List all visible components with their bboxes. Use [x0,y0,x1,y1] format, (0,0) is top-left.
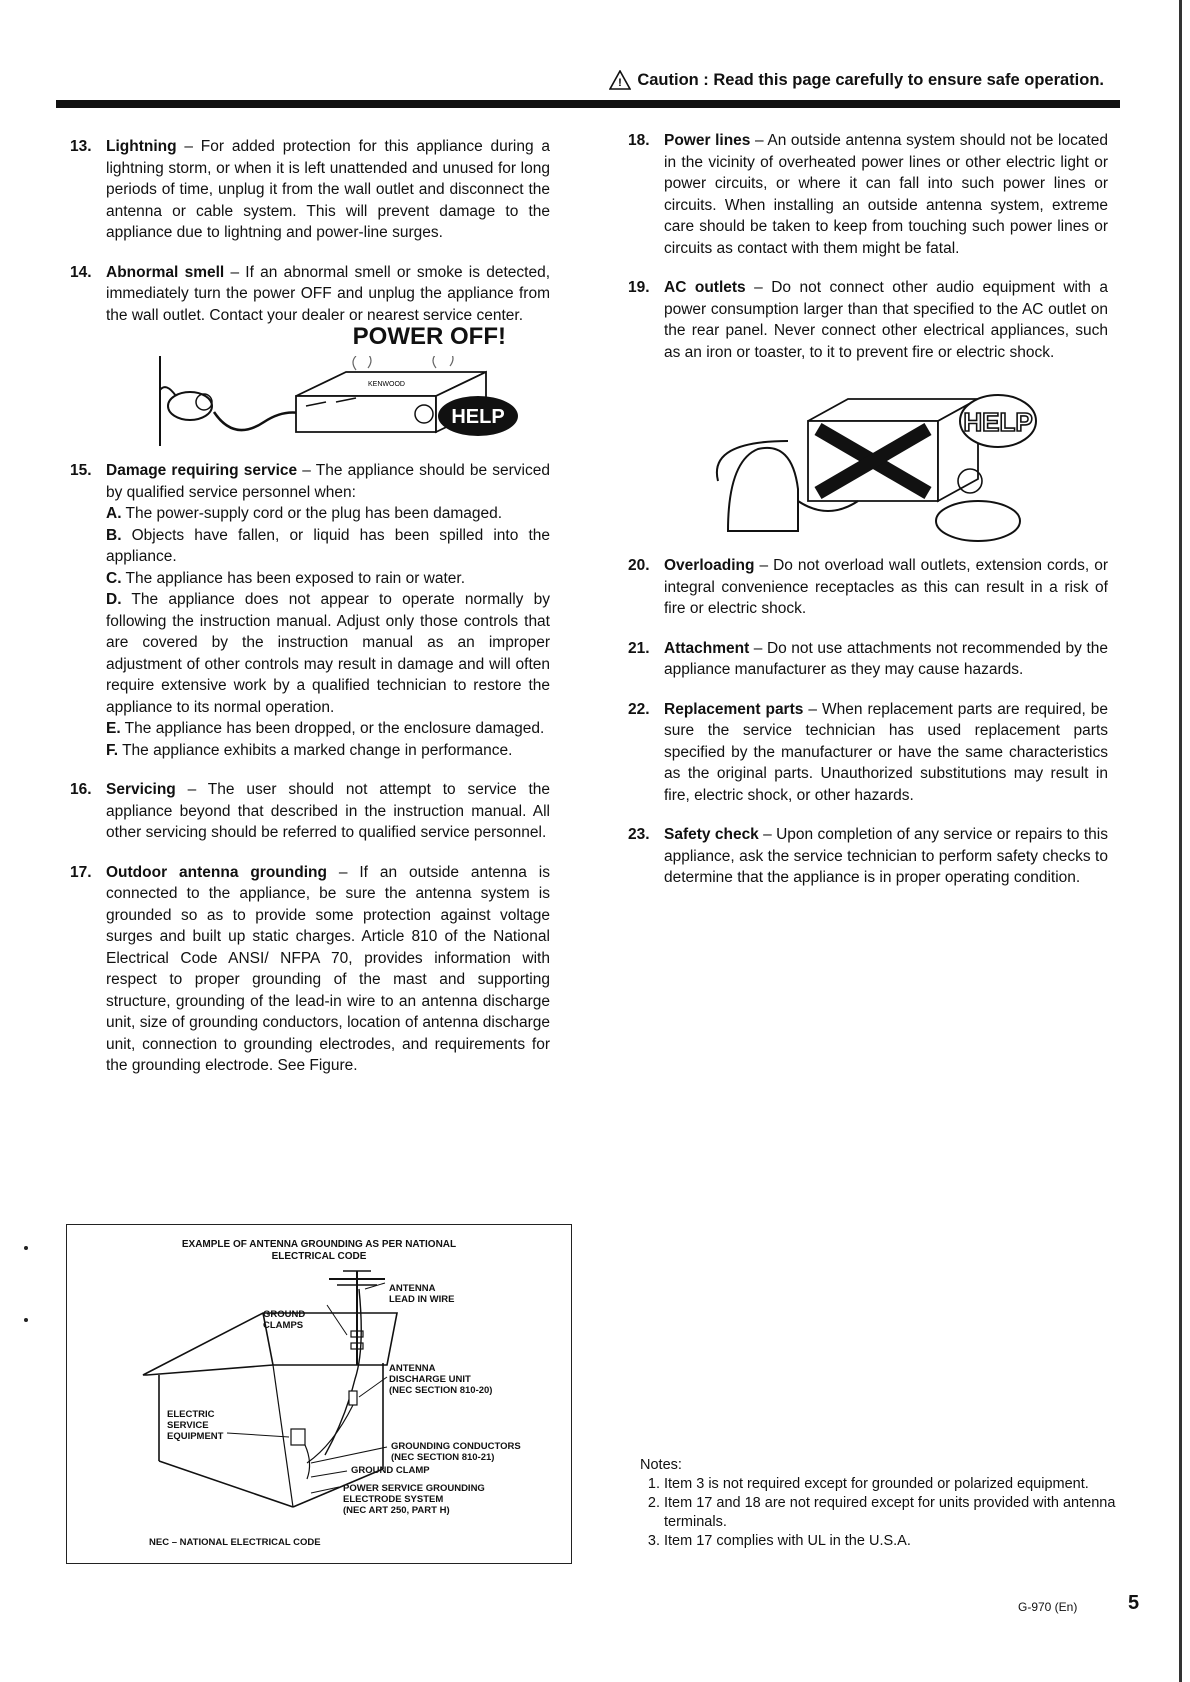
item-15 [70,460,550,761]
figure-title: EXAMPLE OF ANTENNA GROUNDING AS PER NATIONAL ELECTRICAL CODE [181,1239,457,1262]
item-title: Power lines [664,132,751,149]
item-20 [628,555,1108,620]
item-number: 17. [70,863,92,881]
note-item: 3. Item 17 complies with UL in the U.S.A. [664,1532,1120,1551]
item-14 [70,262,550,327]
item-title: AC outlets [664,279,746,296]
ac-outlet-illustration [708,381,1048,549]
item-number: 15. [70,462,92,479]
item-number: 21. [628,639,650,657]
scan-edge [1179,0,1182,1682]
scan-dot [24,1246,28,1250]
sub-item-f: F. The appliance exhibits a marked change in performance. [106,741,513,759]
item-title: Overloading [664,557,755,574]
header-caption-text: Caution : Read this page carefully to ensure safe operation. [637,70,1104,89]
item-text: – Upon completion of any service or repairs to this appliance, ask the service technician to perform safety checks to determine that the appliance is in proper operating condition. [664,826,1108,886]
sub-item-b: B. Objects have fallen, or liquid has been spilled into the appliance. [106,526,550,565]
item-title: Safety check [664,826,759,843]
notes-heading: Notes: [640,1457,682,1473]
help-text: HELP [963,407,1033,437]
item-title: Attachment [664,639,750,657]
sub-item-a: A. The power-supply cord or the plug has been damaged. [106,505,503,522]
label-power-service: POWER SERVICE GROUNDING ELECTRODE SYSTEM (NEC ART 250, PART H) [343,1483,485,1516]
label-ground-clamps: GROUND CLAMPS [263,1309,306,1331]
house-antenna-diagram [67,1225,571,1563]
item-text: – Do not use attachments not recommended by the appliance manufacturer as they may cause hazards. [664,639,1108,678]
label-antenna-lead: ANTENNA LEAD IN WIRE [389,1283,455,1305]
header-caption [609,70,1104,90]
item-text: – If an abnormal smell or smoke is detected, immediately turn the power OFF and unplug the appliance from the wall outlet. Contact your dealer or nearest service center. [106,263,551,324]
item-22 [628,699,1108,807]
page-number: 5 [1128,1592,1140,1614]
item-title: Lightning [106,138,177,155]
item-text: – Do not connect other audio equipment with a power consumption larger than that specified to the AC outlet on the rear panel. Never connect other electrical appliances, such as an iron or toaster, to it to prevent fire or electric shock. [664,279,1108,361]
item-number: 22. [628,700,650,718]
item-text: – When replacement parts are required, be sure the service technician has used replacement parts specified by the manufacturer or have the same characteristics as the original parts. Unauthorized substitutions may result in fire, electric shock, or other hazards. [664,700,1108,804]
item-text: – For added protection for this appliance during a lightning storm, or when it is left unattended and unused for long periods of time, unplug it from the wall outlet and disconnect the antenna or cable system. This will prevent damage to the appliance due to lightning and power-line surges. [106,138,550,241]
item-title: Replacement parts [664,700,804,718]
label-discharge-unit: ANTENNA DISCHARGE UNIT (NEC SECTION 810-20) [389,1363,493,1396]
item-title: Outdoor antenna grounding [106,863,327,881]
item-title: Servicing [106,781,176,798]
item-text: – An outside antenna system should not be located in the vicinity of overheated power lines or other electric light or power circuits, or where it can fall into such power lines or circuits. When installing an outside antenna system, extreme care should be taken to keep from touching such power lines or circuits as contact with them might be fatal. [664,132,1108,257]
power-off-caption: POWER OFF! [352,323,506,350]
sub-item-e: E. The appliance has been dropped, or the enclosure damaged. [106,720,545,737]
item-number: 18. [628,132,650,149]
right-column [628,130,1108,907]
svg-text:!: ! [618,77,623,89]
item-number: 13. [70,138,92,155]
notes-list [640,1475,1120,1551]
sub-item-c: C. The appliance has been exposed to rain or water. [106,569,466,587]
scan-dot [24,1318,28,1322]
item-23 [628,824,1108,889]
item-number: 19. [628,279,650,296]
item-17 [70,862,550,1077]
iron-help-illustration [708,381,1048,549]
item-19 [628,277,1108,363]
sub-item-d: D. The appliance does not appear to operate normally by following the instruction manual. Adjust only those controls that are covered by the instruction manual as an improper adjustment of other controls may result in damage and will often require extensive work by a qualified technician to restore the appliance to its normal operation. [106,591,550,716]
item-16 [70,779,550,844]
item-text: – If an outside antenna is connected to the appliance, be sure the antenna system is grounded so as to provide some protection against voltage surges and built up static charges. Article 810 of the National Electrical Code ANSI/ NFPA 70, provides information with respect to proper grounding of the mast and supporting structure, grounding of the lead-in wire to an antenna discharge unit, size of grounding conductors, location of antenna discharge unit, connection to grounding electrodes, and requirements for the grounding electrode. See Figure. [106,863,550,1074]
item-13 [70,136,550,244]
label-grounding-conductors: GROUNDING CONDUCTORS (NEC SECTION 810-21) [391,1441,521,1463]
item-text: – Do not overload wall outlets, extension cords, or integral convenience receptacles as this can result in a risk of fire or electric shock. [664,557,1108,617]
item-number: 20. [628,557,650,574]
receiver-brand: KENWOOD [368,381,405,388]
model-number: G-970 (En) [1018,1600,1078,1614]
item-title: Abnormal smell [106,263,225,281]
item-18 [628,130,1108,259]
item-number: 23. [628,826,650,843]
power-off-illustration [106,323,526,454]
label-ground-clamp: GROUND CLAMP [351,1465,430,1476]
item-text: – The appliance should be serviced by qualified service personnel when: [106,462,550,501]
note-item: 2. Item 17 and 18 are not required except for units provided with antenna terminals. [664,1494,1120,1532]
header-rule [56,100,1120,108]
item-number: 14. [70,263,92,281]
antenna-grounding-figure [66,1224,572,1564]
item-number: 16. [70,781,92,798]
left-column [70,136,550,1095]
item-text: – The user should not attempt to service the appliance beyond that described in the instruction manual. All other servicing should be referred to qualified service personnel. [106,781,550,841]
help-text: HELP [451,406,505,428]
item-title: Damage requiring service [106,462,298,479]
help-receiver-illustration [106,356,526,454]
note-item: 1. Item 3 is not required except for grounded or polarized equipment. [664,1475,1120,1494]
item-21 [628,638,1108,681]
notes [640,1456,1120,1551]
caution-icon [609,70,631,90]
label-nec-footer: NEC – NATIONAL ELECTRICAL CODE [149,1537,321,1548]
label-electric-service: ELECTRIC SERVICE EQUIPMENT [167,1409,224,1442]
